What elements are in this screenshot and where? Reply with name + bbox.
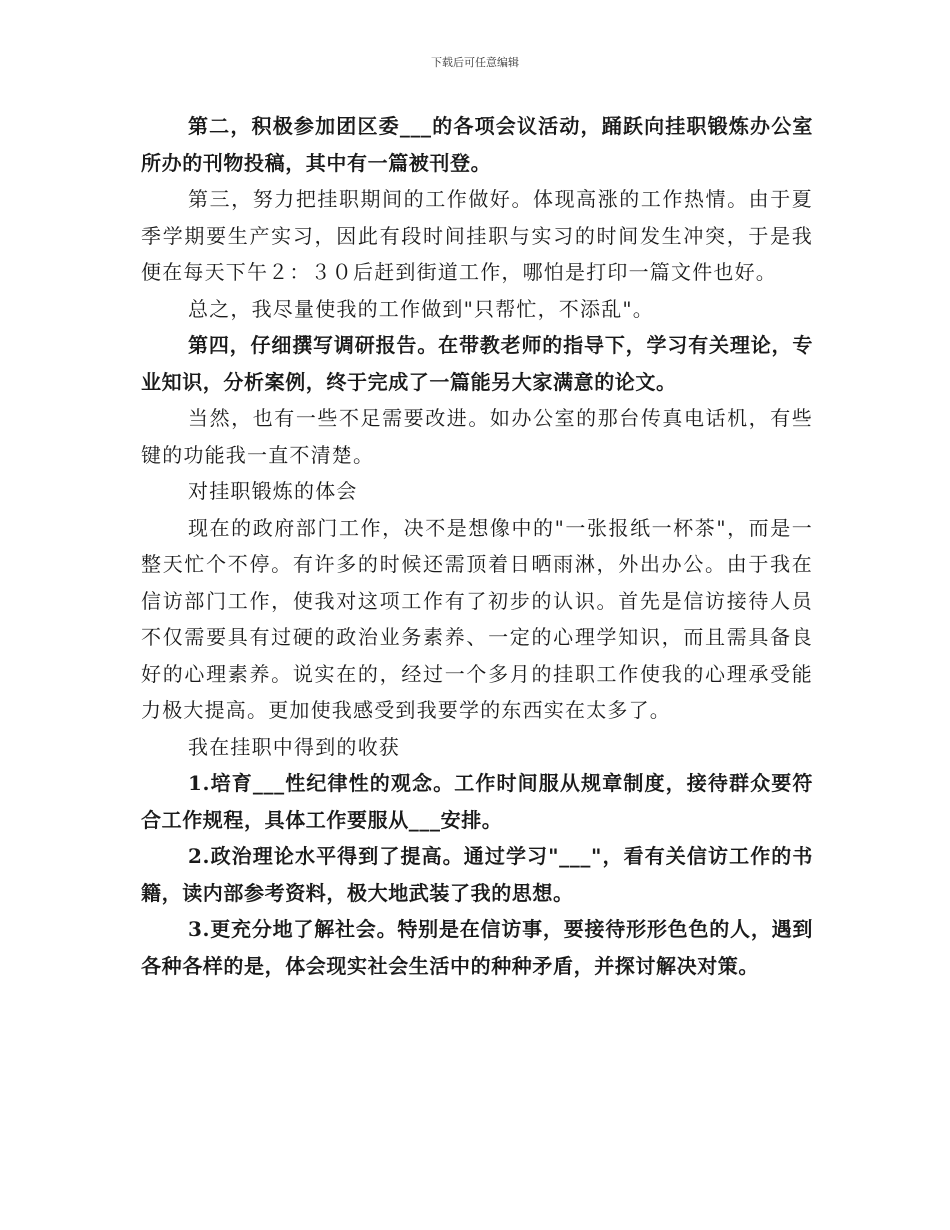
paragraph-experience: 现在的政府部门工作，决不是想像中的"一张报纸一杯茶"，而是一整天忙个不停。有许多的时候还需顶着日晒雨淋，外出办公。由于我在信访部门工作，使我对这项工作有了初步的认识。首先是信访接待人员不仅需要具有过硬的政治业务素养、一定的心理学知识，而且需具备良好的心理素养。说实在的，经过一个多月的挂职工作使我的心理承受能力极大提高。更加使我感受到我要学的东西实在太多了。 xyxy=(141,515,813,722)
list-item-gain-2: 2.政治理论水平得到了提高。通过学习"___"，看有关信访工作的书籍，读内部参考资料，极大地武装了我的思想。 xyxy=(141,844,813,905)
page-header: 下载后可任意编辑 xyxy=(431,56,519,69)
section-heading-gains: 我在挂职中得到的收获 xyxy=(188,734,400,759)
section-heading-experience: 对挂职锻炼的体会 xyxy=(188,479,358,503)
paragraph-fourth-point: 第四，仔细撰写调研报告。在带教老师的指导下，学习有关理论，专业知识，分析案例，终于完成了一篇能另大家满意的论文。 xyxy=(141,333,813,394)
list-item-gain-3: 3.更充分地了解社会。特别是在信访事，要接待形形色色的人，遇到各种各样的是，体会现实社会生活中的种种矛盾，并探讨解决对策。 xyxy=(141,917,813,978)
list-item-gain-1: 1.培育___性纪律性的观念。工作时间服从规章制度，接待群众要符合工作规程，具体工作要服从___安排。 xyxy=(141,771,813,832)
paragraph-second-point: 第二，积极参加团区委___的各项会议活动，踊跃向挂职锻炼办公室所办的刊物投稿，其中有一篇被刊登。 xyxy=(141,114,813,175)
paragraph-summary: 总之，我尽量使我的工作做到"只帮忙，不添乱"。 xyxy=(188,296,654,321)
document-body xyxy=(141,108,813,984)
paragraph-shortcomings: 当然，也有一些不足需要改进。如办公室的那台传真电话机，有些键的功能我一直不清楚。 xyxy=(141,406,813,467)
paragraph-third-point: 第三，努力把挂职期间的工作做好。体现高涨的工作热情。由于夏季学期要生产实习，因此有段时间挂职与实习的时间发生冲突，于是我便在每天下午２：３０后赶到街道工作，哪怕是打印一篇文件也好。 xyxy=(141,187,813,284)
